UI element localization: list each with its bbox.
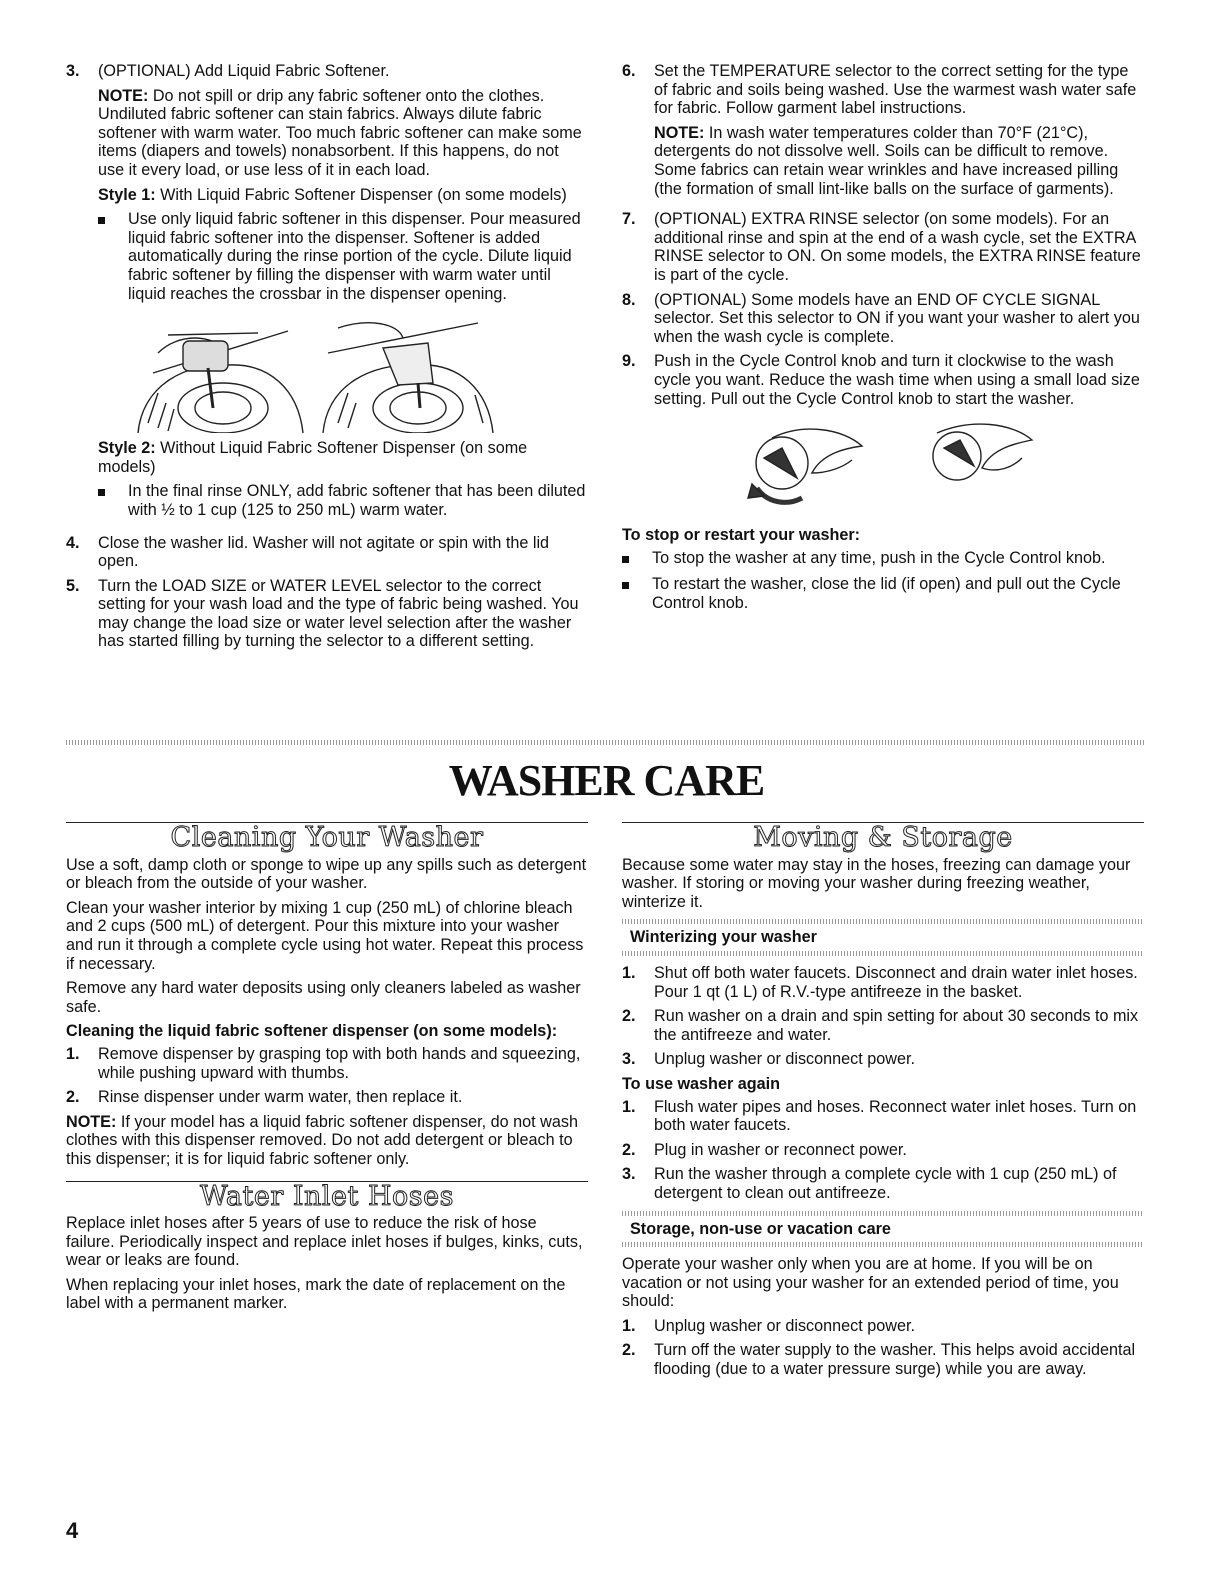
style1-text: With Liquid Fabric Softener Dispenser (on some models) — [155, 185, 567, 204]
step-4 — [66, 534, 586, 571]
note-label: NOTE: — [98, 86, 149, 105]
cleaning-paragraph-1: Use a soft, damp cloth or sponge to wipe up any spills such as detergent or bleach from the outside of your washer. — [66, 855, 587, 893]
step-number: 2. — [622, 1007, 636, 1026]
step-8 — [622, 291, 1144, 347]
storage-title: Storage, non-use or vacation care — [630, 1219, 891, 1238]
hoses-title: Water Inlet Hoses — [200, 1180, 454, 1212]
bullet-text: To restart the washer, close the lid (if open) and pull out the Cycle Control knob. — [652, 575, 1121, 612]
style2-bullet — [98, 482, 586, 519]
box-rule — [622, 919, 1144, 924]
step-number: 2. — [66, 1088, 80, 1107]
cleaning-note — [66, 1113, 588, 1169]
step-number: 5. — [66, 576, 80, 595]
dispenser-subheading: Cleaning the liquid fabric softener dispenser (on some models): — [66, 1022, 558, 1041]
note-label: NOTE: — [66, 1112, 117, 1131]
stop-bullet — [622, 549, 1144, 568]
again-step-1 — [622, 1098, 1144, 1135]
step-3 — [66, 62, 586, 528]
bullet-icon — [98, 210, 128, 303]
step-number: 3. — [622, 1050, 636, 1069]
bullet-icon — [622, 575, 652, 612]
style2-paragraph — [98, 439, 586, 476]
step-text: Flush water pipes and hoses. Reconnect water inlet hoses. Turn on both water faucets. — [654, 1097, 1137, 1135]
bullet-icon — [98, 482, 128, 519]
hoses-paragraph-2: When replacing your inlet hoses, mark the date of replacement on the label with a permanent marker. — [66, 1275, 566, 1313]
right-column-bottom — [622, 822, 1144, 1385]
step-number: 2. — [622, 1341, 636, 1360]
note-paragraph — [654, 124, 1144, 198]
style1-bullet — [98, 210, 586, 303]
step-text: Push in the Cycle Control knob and turn it clockwise to the wash cycle you want. Reduce the wash time when using a small load size setting. Pull out the Cycle Control knob to start the washer. — [654, 352, 1140, 408]
fabric-softener-illustration — [98, 313, 538, 433]
step-number: 8. — [622, 290, 636, 309]
step-number: 2. — [622, 1140, 636, 1159]
step-text: Unplug washer or disconnect power. — [654, 1050, 915, 1069]
step-9 — [622, 352, 1144, 408]
moving-title: Moving & Storage — [753, 822, 1013, 853]
step-text: Plug in washer or reconnect power. — [654, 1140, 907, 1159]
cycle-control-knob-illustration — [712, 418, 1152, 518]
again-step-2 — [622, 1141, 1144, 1160]
step-text: Shut off both water faucets. Disconnect and drain water inlet hoses. Pour 1 qt (1 L) of R.V.-type antifreeze in the basket. — [654, 963, 1138, 1001]
style1-label: Style 1: — [98, 185, 156, 204]
step-text: Run the washer through a complete cycle with 1 cup (250 mL) of detergent to clean out antifreeze. — [654, 1165, 1117, 1202]
storage-step-1 — [622, 1317, 1144, 1336]
cleaning-step-2 — [66, 1088, 588, 1107]
cleaning-paragraph-2: Clean your washer interior by mixing 1 cup (250 mL) of chlorine bleach and 2 cups (500 mL) of detergent. Pour this mixture into your washer and run it through a complete cycle using hot water. Repeat this process if necessary. — [66, 898, 584, 973]
hoses-paragraph-1: Replace inlet hoses after 5 years of use to reduce the risk of hose failure. Periodically inspect and replace inlet hoses if bulges, kinks, cuts, wear or leaks are found. — [66, 1214, 583, 1270]
use-again-heading: To use washer again — [622, 1074, 781, 1093]
note-text: If your model has a liquid fabric softener dispenser, do not wash clothes with this dispenser removed. Do not add detergent or bleach to this dispenser; it is for liquid fabric softener only. — [66, 1112, 578, 1168]
page-title: WASHER CARE — [448, 756, 765, 805]
step-number: 3. — [66, 62, 80, 80]
stop-restart-heading: To stop or restart your washer: — [622, 526, 861, 545]
step-number: 6. — [622, 62, 636, 80]
step-number: 1. — [622, 1097, 636, 1116]
note-paragraph — [98, 87, 586, 180]
step-text: (OPTIONAL) Some models have an END OF CYCLE SIGNAL selector. Set this selector to ON if you want your washer to alert you when the wash cycle is complete. — [654, 290, 1140, 346]
box-rule — [622, 1242, 1144, 1247]
step-6 — [622, 62, 1144, 204]
step-number: 1. — [66, 1044, 80, 1063]
box-rule — [622, 951, 1144, 956]
storage-box — [622, 1211, 1144, 1248]
step-number: 3. — [622, 1165, 636, 1184]
cleaning-title: Cleaning Your Washer — [170, 822, 484, 853]
note-text: Do not spill or drip any fabric softener onto the clothes. Undiluted fabric softener can stain fabrics. Always dilute fabric softener with warm water. Too much fabric softener can make some items (diapers and towels) nonabsorbent. If this happens, do not use it every load, or use less of it in each load. — [98, 86, 582, 179]
bullet-icon — [622, 549, 652, 568]
step-number: 1. — [622, 963, 636, 982]
style2-text: Without Liquid Fabric Softener Dispenser (on some models) — [98, 439, 528, 476]
step-text: Close the washer lid. Washer will not agitate or spin with the lid open. — [98, 533, 550, 571]
step-number: 9. — [622, 352, 636, 371]
winter-step-1 — [622, 964, 1144, 1001]
box-rule — [622, 1211, 1144, 1216]
step-number: 4. — [66, 533, 80, 552]
cleaning-step-1 — [66, 1045, 588, 1082]
winterizing-title: Winterizing your washer — [630, 928, 817, 947]
section-divider — [66, 740, 1146, 745]
step-text: Run washer on a drain and spin setting for about 30 seconds to mix the antifreeze and water. — [654, 1007, 1139, 1044]
step-text: (OPTIONAL) EXTRA RINSE selector (on some models). For an additional rinse and spin at the end of a wash cycle, set the EXTRA RINSE selector to ON. On some models, the EXTRA RINSE feature is part of the cycle. — [654, 210, 1141, 284]
style2-label: Style 2: — [98, 439, 156, 458]
step-number: 1. — [622, 1316, 636, 1335]
bullet-text: Use only liquid fabric softener in this dispenser. Pour measured liquid fabric softener into the dispenser. Softener is added automatically during the rinse portion of the cycle. Dilute liquid fabric softener by filling the dispenser with warm water until liquid reaches the crossbar in the dispenser opening. — [128, 210, 581, 303]
moving-paragraph: Because some water may stay in the hoses, freezing can damage your washer. If storing or moving your washer during freezing weather, winterize it. — [622, 855, 1131, 911]
note-text: In wash water temperatures colder than 70°F (21°C), detergents do not dissolve well. Soils can be difficult to remove. Some fabrics can retain wear wrinkles and have increased pilling (the formation of small lint-like balls on the surface of garments). — [654, 123, 1119, 198]
storage-paragraph: Operate your washer only when you are at home. If you will be on vacation or not using your washer for an extended period of time, you should: — [622, 1255, 1119, 1311]
step-text: Remove dispenser by grasping top with both hands and squeezing, while pushing upward with thumbs. — [98, 1044, 581, 1082]
step-number: 7. — [622, 210, 636, 229]
winter-step-2 — [622, 1007, 1144, 1044]
cleaning-paragraph-3: Remove any hard water deposits using only cleaners labeled as washer safe. — [66, 979, 581, 1016]
step-text: Rinse dispenser under warm water, then replace it. — [98, 1088, 463, 1107]
winterizing-box — [622, 919, 1144, 956]
step-text: Turn the LOAD SIZE or WATER LEVEL selector to the correct setting for your wash load and the type of fabric being washed. You may change the load size or water level selection after the washer has started filling by turning the selector to a different setting. — [98, 576, 579, 651]
page-number: 4 — [66, 1518, 79, 1543]
step-text: (OPTIONAL) Add Liquid Fabric Softener. — [98, 62, 390, 80]
step-text: Unplug washer or disconnect power. — [654, 1316, 915, 1335]
storage-step-2 — [622, 1341, 1144, 1378]
style1-paragraph — [98, 186, 586, 205]
bullet-text: In the final rinse ONLY, add fabric softener that has been diluted with ½ to 1 cup (125 to 250 mL) warm water. — [128, 482, 586, 519]
step-7 — [622, 210, 1144, 284]
left-column-bottom — [66, 822, 588, 1319]
right-column-top — [622, 62, 1144, 620]
step-text: Turn off the water supply to the washer. This helps avoid accidental flooding (due to a water pressure surge) while you are away. — [654, 1341, 1136, 1379]
restart-bullet — [622, 575, 1144, 612]
step-text: Set the TEMPERATURE selector to the correct setting for the type of fabric and soils being washed. Use the warmest wash water safe for fabric. Follow garment label instructions. — [654, 62, 1137, 118]
bullet-text: To stop the washer at any time, push in the Cycle Control knob. — [652, 548, 1106, 567]
step-5 — [66, 577, 586, 651]
winter-step-3 — [622, 1050, 1144, 1069]
note-label: NOTE: — [654, 123, 705, 142]
again-step-3 — [622, 1165, 1144, 1202]
left-column-top — [66, 62, 586, 657]
